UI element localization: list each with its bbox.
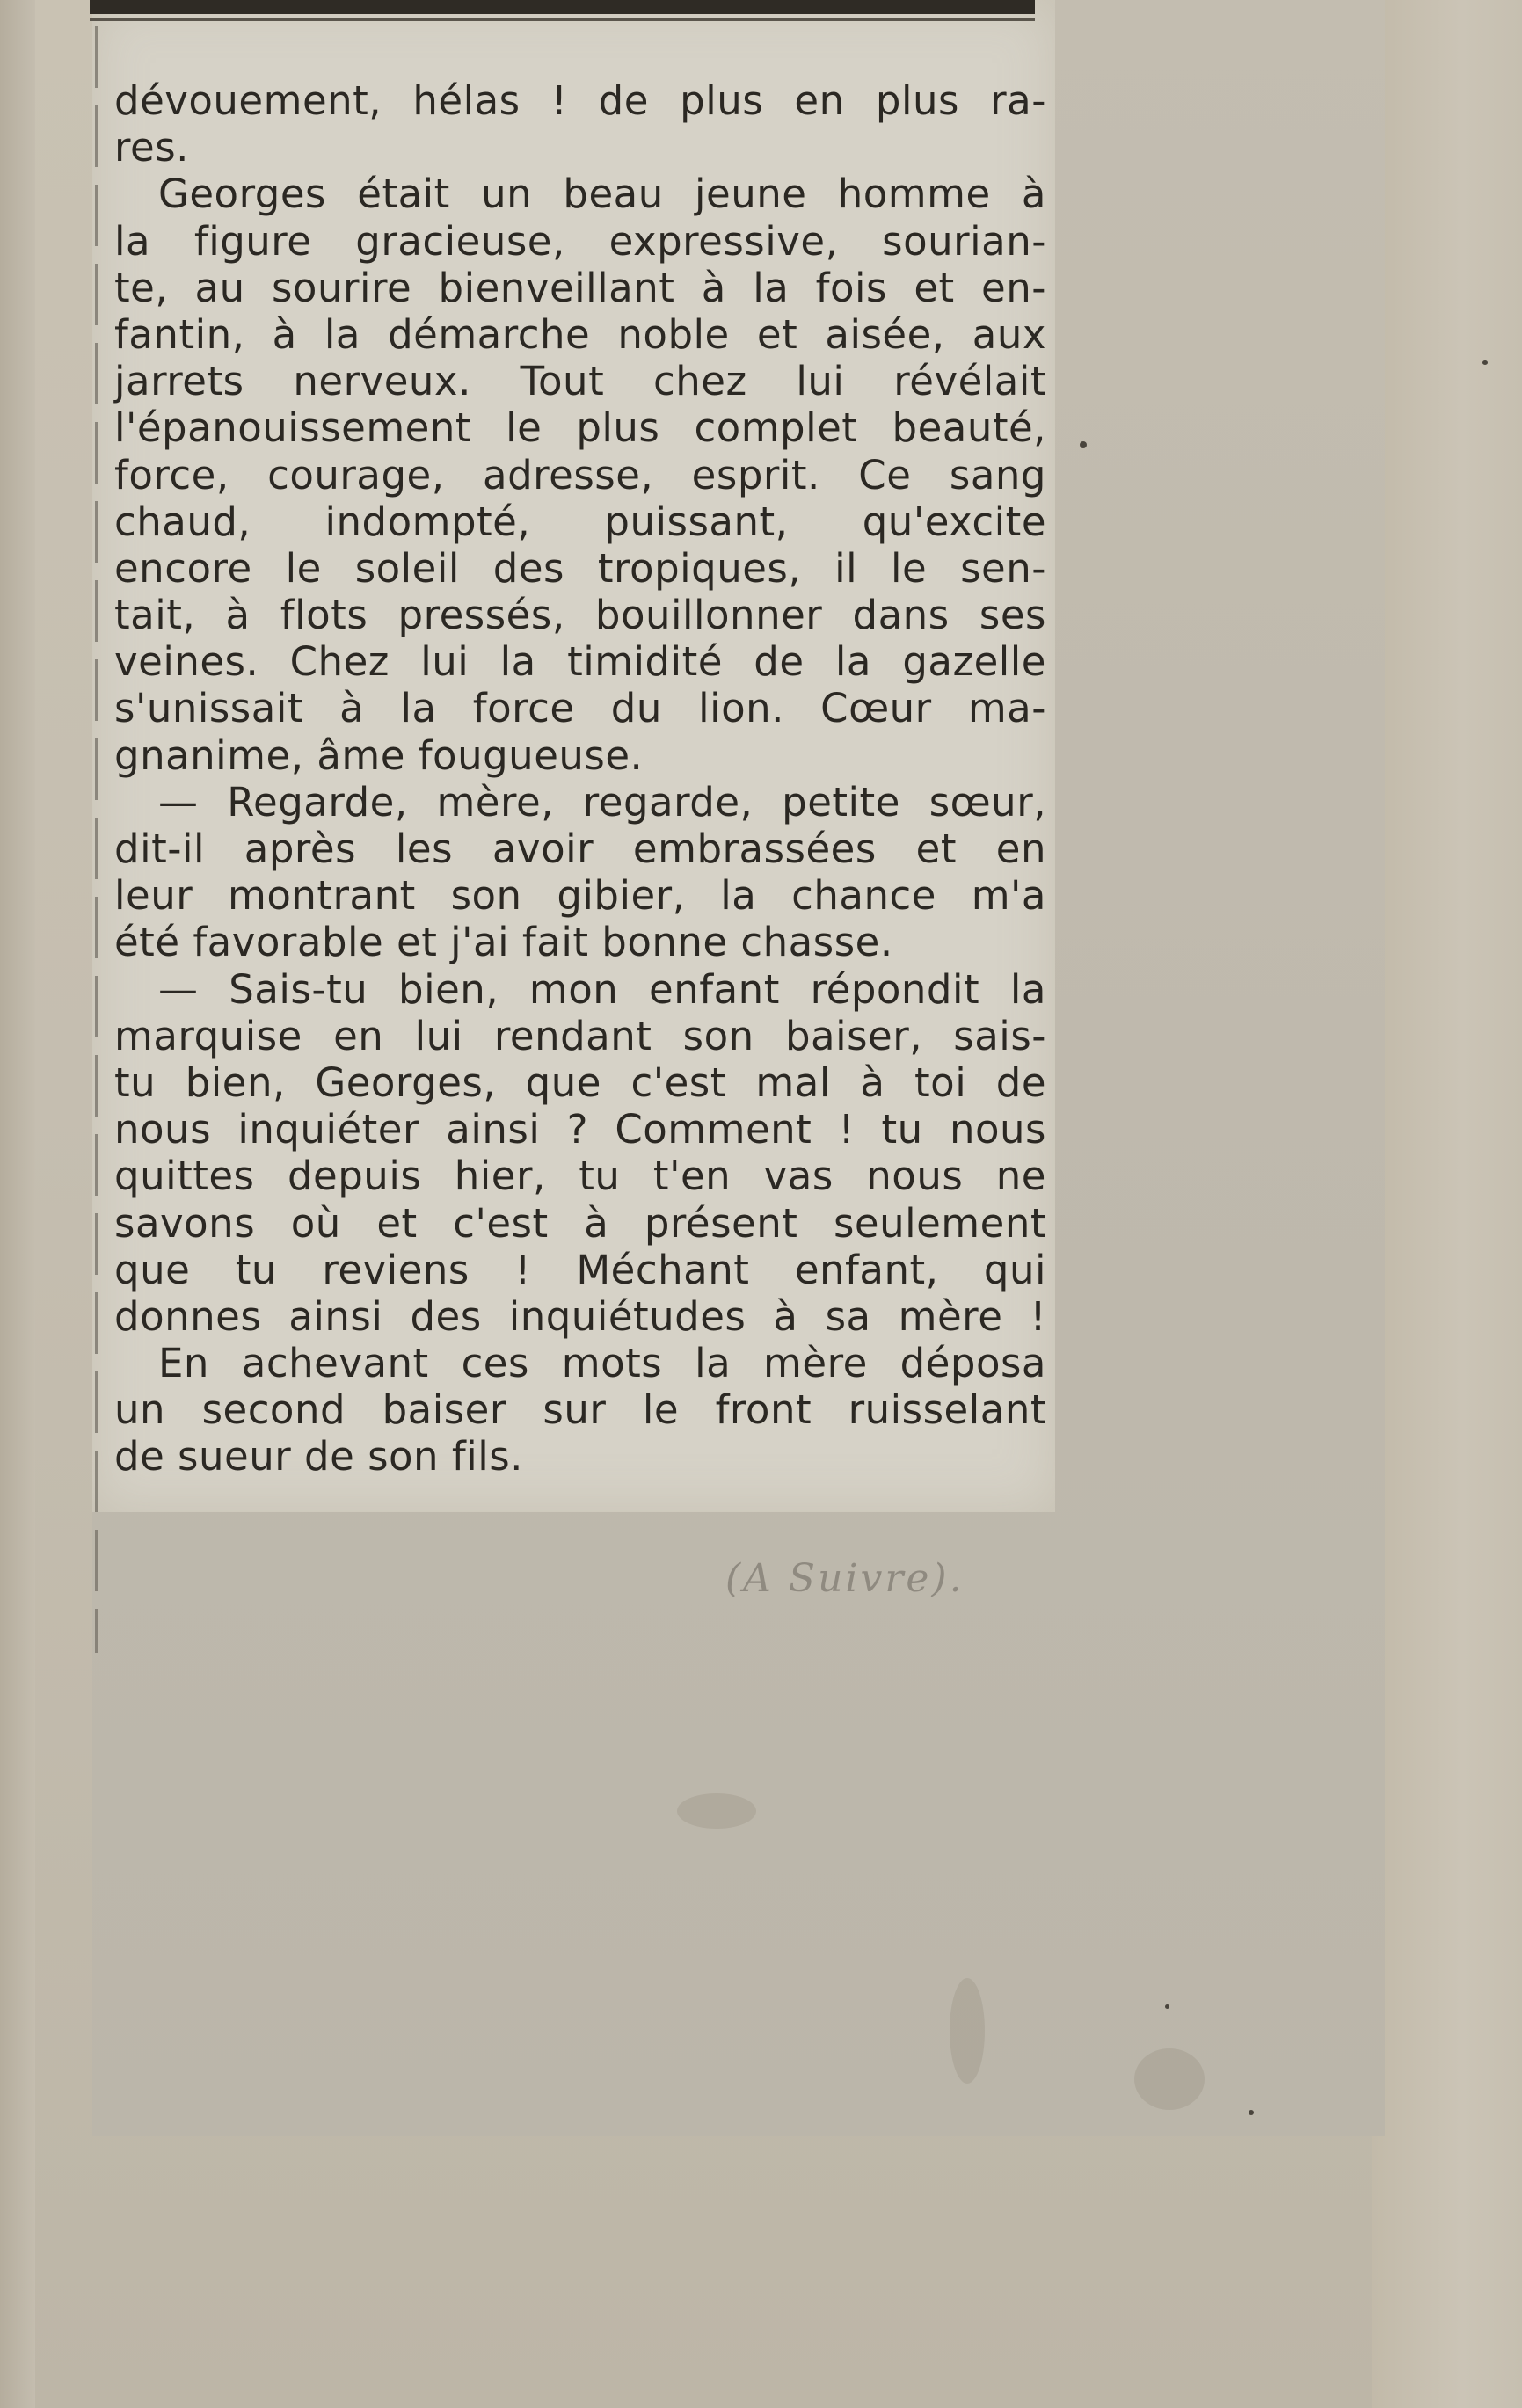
text-line: encore le soleil des tropiques, il le sen- — [114, 544, 1046, 592]
text-line: force, courage, adresse, esprit. Ce sang — [114, 451, 1046, 498]
text-line: — Sais-tu bien, mon enfant répondit la — [158, 965, 1046, 1013]
text-line: un second baiser sur le front ruisselant — [114, 1386, 1046, 1434]
page-left-edge — [0, 0, 35, 2408]
text-line: fantin, à la démarche noble et aisée, aux — [114, 310, 1046, 358]
text-line: gnanime, âme fougueuse. — [114, 731, 644, 779]
text-line: savons où et c'est à présent seulement — [114, 1199, 1046, 1247]
top-rule — [90, 0, 1035, 14]
text-line: te, au sourire bienveillant à la fois et en- — [114, 264, 1046, 311]
text-line: res. — [114, 124, 189, 171]
ink-speck — [1249, 2110, 1254, 2115]
text-line: l'épanouissement le plus complet beauté, — [114, 404, 1046, 452]
text-line: — Regarde, mère, regarde, petite sœur, — [158, 778, 1046, 826]
text-line: marquise en lui rendant son baiser, sais- — [114, 1012, 1046, 1059]
text-line: la figure gracieuse, expressive, sourian- — [114, 217, 1046, 265]
text-line: que tu reviens ! Méchant enfant, qui — [114, 1246, 1046, 1293]
text-line: chaud, indompté, puissant, qu'excite — [114, 498, 1046, 545]
text-line: s'unissait à la force du lion. Cœur ma- — [114, 685, 1046, 732]
text-line: dévouement, hélas ! de plus en plus ra- — [114, 77, 1046, 124]
text-line: veines. Chez lui la timidité de la gazelle — [114, 638, 1046, 686]
page-right-margin — [1372, 0, 1522, 2408]
text-line: tait, à flots pressés, bouillonner dans ses — [114, 592, 1046, 639]
column-rule — [95, 26, 98, 1653]
smudge-mark — [950, 1978, 985, 2084]
text-line: donnes ainsi des inquiétudes à sa mère ! — [114, 1292, 1046, 1340]
ink-speck — [1482, 360, 1488, 365]
top-rule-thin — [90, 18, 1035, 21]
smudge-mark — [677, 1793, 756, 1829]
text-line: nous inquiéter ainsi ? Comment ! tu nous — [114, 1106, 1046, 1153]
article-text — [114, 77, 1046, 1480]
ink-speck — [1165, 2004, 1169, 2009]
smudge-mark — [1134, 2048, 1205, 2110]
text-line: jarrets nerveux. Tout chez lui révélait — [114, 358, 1046, 405]
ink-speck — [1080, 441, 1087, 448]
continuation-note: (A Suivre). — [725, 1556, 965, 1601]
text-line: dit-il après les avoir embrassées et en — [114, 826, 1046, 872]
text-line: de sueur de son fils. — [114, 1433, 523, 1480]
text-line: tu bien, Georges, que c'est mal à toi de — [114, 1059, 1046, 1106]
text-line: quittes depuis hier, tu t'en vas nous ne — [114, 1153, 1046, 1200]
text-line: Georges était un beau jeune homme à — [158, 171, 1046, 218]
text-line: En achevant ces mots la mère déposa — [158, 1340, 1046, 1387]
text-line: été favorable et j'ai fait bonne chasse. — [114, 919, 893, 966]
text-line: leur montrant son gibier, la chance m'a — [114, 872, 1046, 920]
